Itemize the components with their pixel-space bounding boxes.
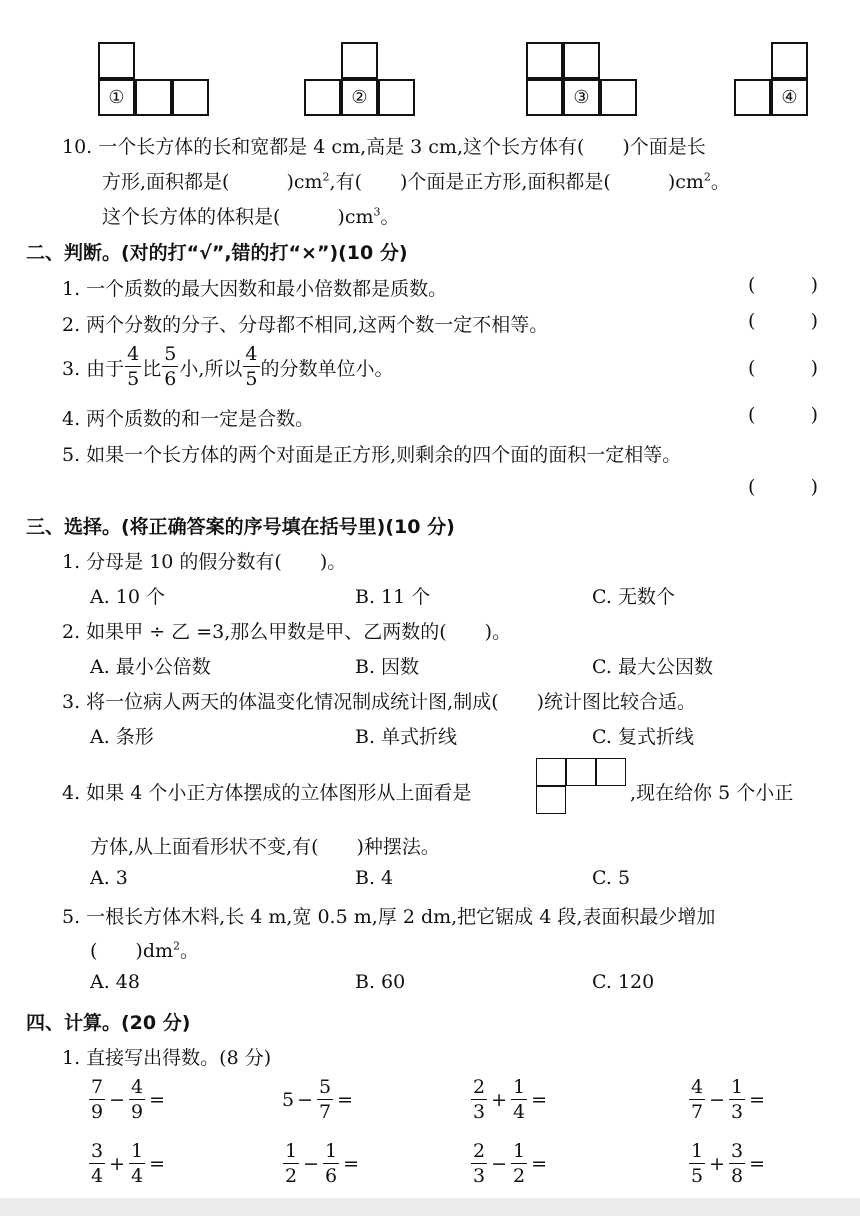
equals: = — [149, 1089, 166, 1111]
q3-text: 小,所以 — [179, 357, 243, 380]
judge-q1: 1. 一个质数的最大因数和最小倍数都是质数。 — [62, 278, 448, 300]
denominator: 8 — [731, 1165, 744, 1187]
numerator: 4 — [245, 343, 258, 365]
judge-q2: 2. 两个分数的分子、分母都不相同,这两个数一定不相等。 — [62, 314, 549, 336]
fraction — [511, 1142, 527, 1186]
option-c[interactable]: C. 5 — [592, 867, 631, 889]
section-3-title: 三、选择。(将正确答案的序号填在括号里)(10 分) — [26, 516, 455, 538]
option-b[interactable]: B. 4 — [355, 867, 394, 889]
operator: − — [297, 1089, 314, 1111]
fraction — [283, 1142, 299, 1186]
figure-cell — [135, 79, 172, 116]
paren-open: ( — [748, 404, 756, 426]
figure-cell — [304, 79, 341, 116]
calc-expression — [470, 1078, 547, 1122]
figure-cell — [563, 42, 600, 79]
figure-label: ③ — [573, 87, 590, 108]
equals: = — [749, 1089, 766, 1111]
numerator: 1 — [691, 1140, 704, 1162]
equals: = — [749, 1153, 766, 1175]
q10-line-3 — [102, 202, 400, 229]
figure-cell — [600, 79, 637, 116]
figure-cell — [172, 79, 209, 116]
q10-text: 。 — [380, 206, 400, 228]
fraction — [729, 1142, 745, 1186]
choice-q5-line-2 — [90, 936, 199, 963]
calc-expression — [470, 1142, 547, 1186]
page-bottom-edge — [0, 1198, 860, 1216]
fraction — [323, 1142, 339, 1186]
answer-paren[interactable] — [748, 357, 818, 379]
section-2-title: 二、判断。(对的打“√”,错的打“×”)(10 分) — [26, 242, 408, 264]
paren-open: ( — [748, 357, 756, 379]
figure-cell — [771, 42, 808, 79]
numerator: 1 — [325, 1140, 338, 1162]
fraction — [471, 1142, 487, 1186]
fraction — [317, 1078, 333, 1122]
option-a[interactable]: A. 条形 — [90, 726, 154, 748]
answer-paren[interactable] — [748, 274, 818, 296]
sup: 2 — [322, 170, 330, 184]
numerator: 7 — [91, 1076, 104, 1098]
calc-expression — [688, 1078, 765, 1122]
denominator: 6 — [325, 1165, 338, 1187]
operator: − — [709, 1089, 726, 1111]
fraction — [689, 1142, 705, 1186]
numerator: 5 — [319, 1076, 332, 1098]
numerator: 4 — [127, 343, 140, 365]
judge-q4: 4. 两个质数的和一定是合数。 — [62, 408, 315, 430]
denominator: 5 — [127, 368, 140, 390]
equals: = — [149, 1153, 166, 1175]
numerator: 2 — [473, 1140, 486, 1162]
choice-q4-line-2: 方体,从上面看形状不变,有( )种摆法。 — [90, 836, 440, 858]
denominator: 6 — [164, 368, 177, 390]
figure-cell-labeled — [98, 79, 135, 116]
answer-paren[interactable] — [748, 476, 818, 498]
shape-cell — [596, 758, 626, 786]
calc-expression — [282, 1078, 353, 1122]
denominator: 4 — [91, 1165, 104, 1187]
q10-line-2 — [102, 167, 730, 194]
numerator: 1 — [285, 1140, 298, 1162]
option-a[interactable]: A. 48 — [90, 971, 140, 993]
q3-text: 比 — [142, 357, 162, 380]
numerator: 3 — [731, 1140, 744, 1162]
figure-cell — [526, 42, 563, 79]
numerator: 4 — [131, 1076, 144, 1098]
fraction — [125, 345, 141, 389]
paren-close: ) — [810, 404, 818, 426]
shape-cell — [536, 786, 566, 814]
figure-cell — [98, 42, 135, 79]
figure-cell — [734, 79, 771, 116]
q10-text: ,有( )个面是正方形,面积都是( )cm — [329, 171, 704, 193]
operator: + — [109, 1153, 126, 1175]
figure-cell — [526, 79, 563, 116]
option-a[interactable]: A. 10 个 — [90, 586, 166, 608]
shape-cell — [536, 758, 566, 786]
paren-close: ) — [810, 357, 818, 379]
sup: 2 — [173, 939, 181, 953]
operator: + — [491, 1089, 508, 1111]
paren-open: ( — [748, 310, 756, 332]
answer-paren[interactable] — [748, 404, 818, 426]
option-a[interactable]: A. 最小公倍数 — [90, 656, 211, 678]
fraction — [511, 1078, 527, 1122]
figure-cell-labeled — [341, 79, 378, 116]
figure-label: ① — [108, 87, 125, 108]
figure-cell-labeled — [771, 79, 808, 116]
q10-text: 这个长方体的体积是( )cm — [102, 206, 374, 228]
paren-open: ( — [748, 274, 756, 296]
operator: − — [303, 1153, 320, 1175]
q3-text: 的分数单位小。 — [260, 357, 394, 380]
figure-cell — [341, 42, 378, 79]
q10-text: 方形,面积都是( )cm — [102, 171, 323, 193]
denominator: 9 — [131, 1101, 144, 1123]
option-b[interactable]: B. 因数 — [355, 656, 420, 678]
equals: = — [343, 1153, 360, 1175]
option-c[interactable]: C. 120 — [592, 971, 655, 993]
figure-4 — [734, 42, 812, 118]
operator: + — [709, 1153, 726, 1175]
equals: = — [531, 1089, 548, 1111]
figure-label: ② — [351, 87, 368, 108]
judge-q5: 5. 如果一个长方体的两个对面是正方形,则剩余的四个面的面积一定相等。 — [62, 444, 682, 466]
numerator: 1 — [513, 1140, 526, 1162]
shape-cell — [566, 758, 596, 786]
choice-q2: 2. 如果甲 ÷ 乙 =3,那么甲数是甲、乙两数的( )。 — [62, 621, 512, 643]
numerator: 2 — [473, 1076, 486, 1098]
option-b[interactable]: B. 单式折线 — [355, 726, 458, 748]
choice-q4-line-1: 4. 如果 4 个小正方体摆成的立体图形从上面看是 — [62, 782, 472, 804]
q5-text: ( )dm — [90, 940, 174, 962]
whole-number: 5 — [282, 1089, 295, 1111]
calc-sub-1-title: 1. 直接写出得数。(8 分) — [62, 1047, 272, 1069]
operator: − — [109, 1089, 126, 1111]
denominator: 9 — [91, 1101, 104, 1123]
fraction — [129, 1078, 145, 1122]
figure-3 — [526, 42, 641, 118]
denominator: 4 — [513, 1101, 526, 1123]
q10-text: 。 — [710, 171, 730, 193]
numerator: 1 — [513, 1076, 526, 1098]
option-c[interactable]: C. 最大公因数 — [592, 656, 713, 678]
fraction — [471, 1078, 487, 1122]
calc-expression — [88, 1142, 165, 1186]
numerator: 5 — [164, 343, 177, 365]
choice-q3: 3. 将一位病人两天的体温变化情况制成统计图,制成( )统计图比较合适。 — [62, 691, 697, 713]
equals: = — [531, 1153, 548, 1175]
denominator: 3 — [473, 1165, 486, 1187]
operator: − — [491, 1153, 508, 1175]
denominator: 5 — [691, 1165, 704, 1187]
fraction — [729, 1078, 745, 1122]
paren-close: ) — [810, 310, 818, 332]
option-a[interactable]: A. 3 — [90, 867, 128, 889]
denominator: 3 — [473, 1101, 486, 1123]
numerator: 4 — [691, 1076, 704, 1098]
paren-close: ) — [810, 274, 818, 296]
judge-q3 — [62, 345, 394, 389]
numerator: 1 — [731, 1076, 744, 1098]
option-b[interactable]: B. 11 个 — [355, 586, 431, 608]
choice-q1: 1. 分母是 10 的假分数有( )。 — [62, 551, 347, 573]
paren-open: ( — [748, 476, 756, 498]
top-view-shape — [536, 758, 628, 814]
fraction — [129, 1142, 145, 1186]
denominator: 4 — [131, 1165, 144, 1187]
numerator: 1 — [131, 1140, 144, 1162]
denominator: 5 — [245, 368, 258, 390]
figure-cell — [378, 79, 415, 116]
choice-q5-line-1: 5. 一根长方体木料,长 4 m,宽 0.5 m,厚 2 dm,把它锯成 4 段,表面积最少增加 — [62, 906, 716, 928]
calc-expression — [688, 1142, 765, 1186]
section-4-title: 四、计算。(20 分) — [26, 1012, 191, 1034]
denominator: 3 — [731, 1101, 744, 1123]
equals: = — [337, 1089, 354, 1111]
fraction — [89, 1142, 105, 1186]
figure-2 — [304, 42, 419, 118]
q5-text: 。 — [180, 940, 200, 962]
calc-expression — [282, 1142, 359, 1186]
denominator: 2 — [285, 1165, 298, 1187]
figure-label: ④ — [781, 87, 798, 108]
sup: 2 — [703, 170, 711, 184]
calc-expression — [88, 1078, 165, 1122]
fraction — [243, 345, 259, 389]
numerator: 3 — [91, 1140, 104, 1162]
fraction — [689, 1078, 705, 1122]
denominator: 7 — [691, 1101, 704, 1123]
option-c[interactable]: C. 复式折线 — [592, 726, 694, 748]
answer-paren[interactable] — [748, 310, 818, 332]
fraction — [89, 1078, 105, 1122]
sup: 3 — [373, 205, 381, 219]
option-b[interactable]: B. 60 — [355, 971, 406, 993]
denominator: 2 — [513, 1165, 526, 1187]
denominator: 7 — [319, 1101, 332, 1123]
option-c[interactable]: C. 无数个 — [592, 586, 675, 608]
paren-close: ) — [810, 476, 818, 498]
fraction — [162, 345, 178, 389]
choice-q4-line-1b: ,现在给你 5 个小正 — [630, 782, 794, 804]
figure-1 — [98, 42, 213, 118]
figure-cell-labeled — [563, 79, 600, 116]
q3-text: 3. 由于 — [62, 357, 125, 380]
q10-line-1: 10. 一个长方体的长和宽都是 4 cm,高是 3 cm,这个长方体有( )个面是长 — [62, 136, 706, 158]
